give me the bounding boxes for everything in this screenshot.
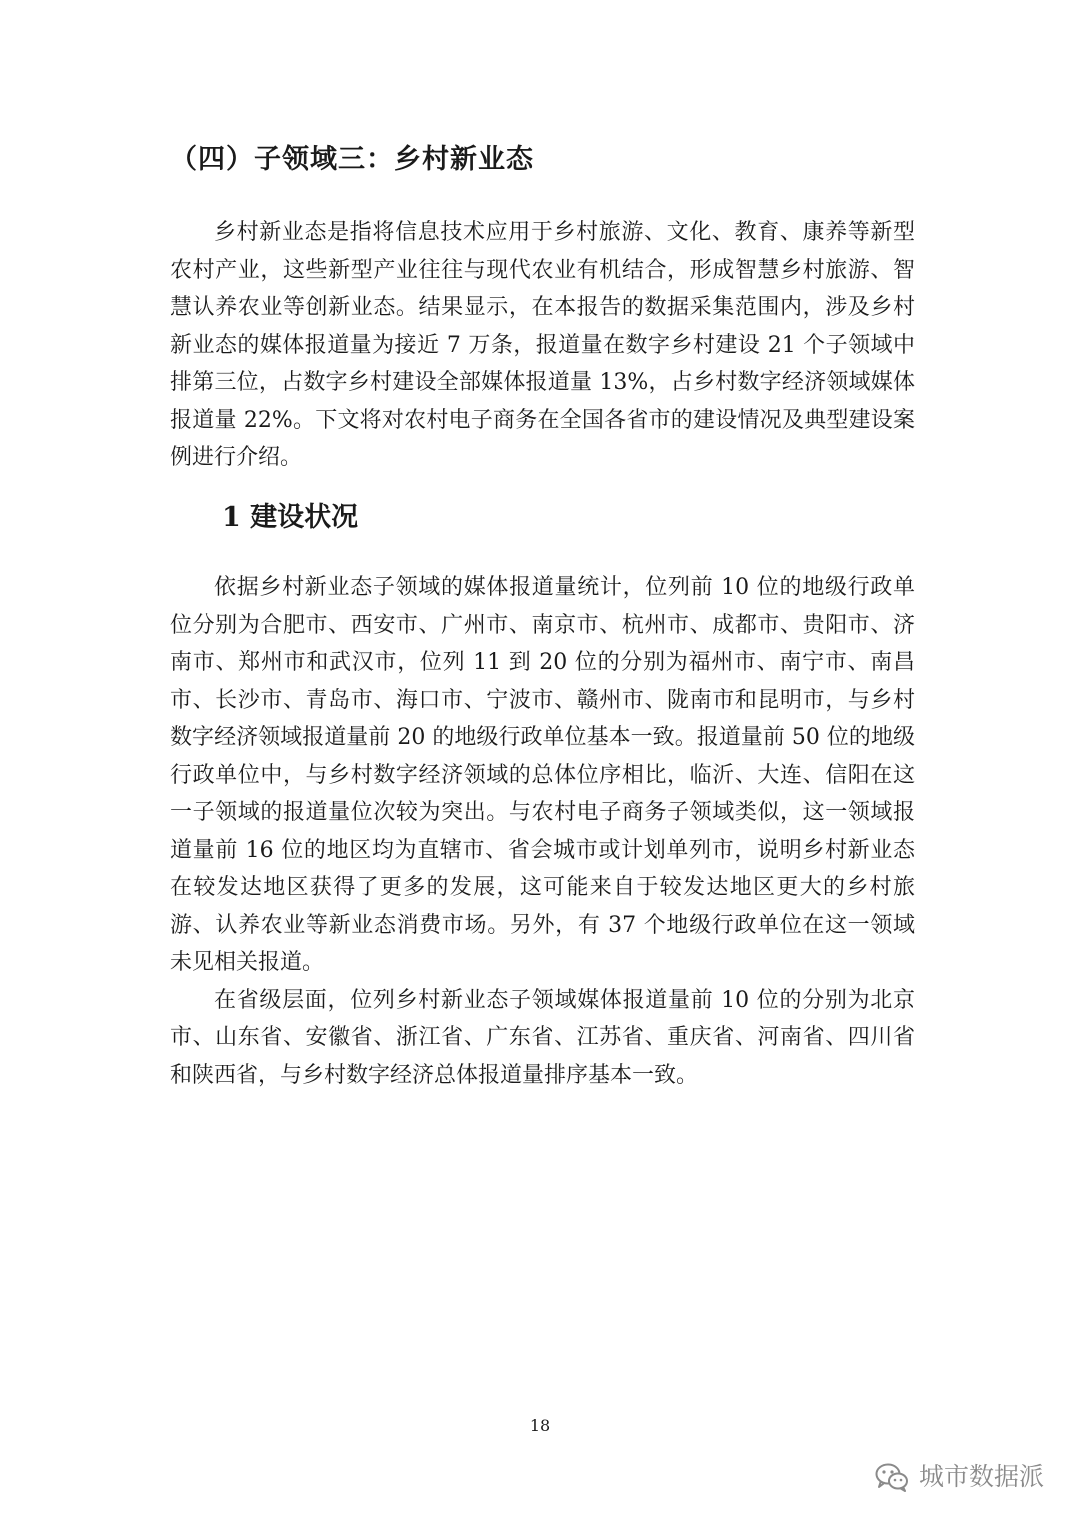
subsection-title: 1 建设状况 bbox=[222, 502, 359, 533]
intro-block bbox=[170, 214, 915, 477]
page-number: 18 bbox=[529, 1416, 551, 1435]
status-block bbox=[170, 569, 915, 1094]
wechat-icon bbox=[875, 1462, 909, 1492]
paragraph-city-ranking: 依据乡村新业态子领域的媒体报道量统计，位列前 10 位的地级行政单位分别为合肥市、西安市、广州市、南京市、杭州市、成都市、贵阳市、济南市、郑州市和武汉市，位列 11 到 20 位的分别为福州市、南宁市、南昌市、长沙市、青岛市、海口市、宁波市、赣州市、陇南市和昆明市，与乡村数字经济领域报道量前 20 的地级行政单位基本一致。报道量前 50 位的地级行政单位中，与乡村数字经济领域的总体位序相比，临沂、大连、信阳在这一子领域的报道量位次较为突出。与农村电子商务子领域类似，这一领域报道量前 16 位的地区均为直辖市、省会城市或计划单列市，说明乡村新业态在较发达地区获得了更多的发展，这可能来自于较发达地区更大的乡村旅游、认养农业等新业态消费市场。另外，有 37 个地级行政单位在这一领域未见相关报道。 bbox=[170, 575, 915, 975]
watermark bbox=[875, 1462, 1044, 1492]
section-title: （四）子领域三：乡村新业态 bbox=[170, 144, 534, 175]
watermark-text: 城市数据派 bbox=[918, 1462, 1044, 1491]
paragraph-province-ranking: 在省级层面，位列乡村新业态子领域媒体报道量前 10 位的分别为北京市、山东省、安徽省、浙江省、广东省、江苏省、重庆省、河南省、四川省和陕西省，与乡村数字经济总体报道量排序基本一致。 bbox=[170, 987, 915, 1088]
intro-paragraph: 乡村新业态是指将信息技术应用于乡村旅游、文化、教育、康养等新型农村产业，这些新型产业往往与现代农业有机结合，形成智慧乡村旅游、智慧认养农业等创新业态。结果显示，在本报告的数据采集范围内，涉及乡村新业态的媒体报道量为接近 7 万条，报道量在数字乡村建设 21 个子领域中排第三位，占数字乡村建设全部媒体报道量 13%，占乡村数字经济领域媒体报道量 22%。下文将对农村电子商务在全国各省市的建设情况及典型建设案例进行介绍。 bbox=[170, 220, 915, 470]
